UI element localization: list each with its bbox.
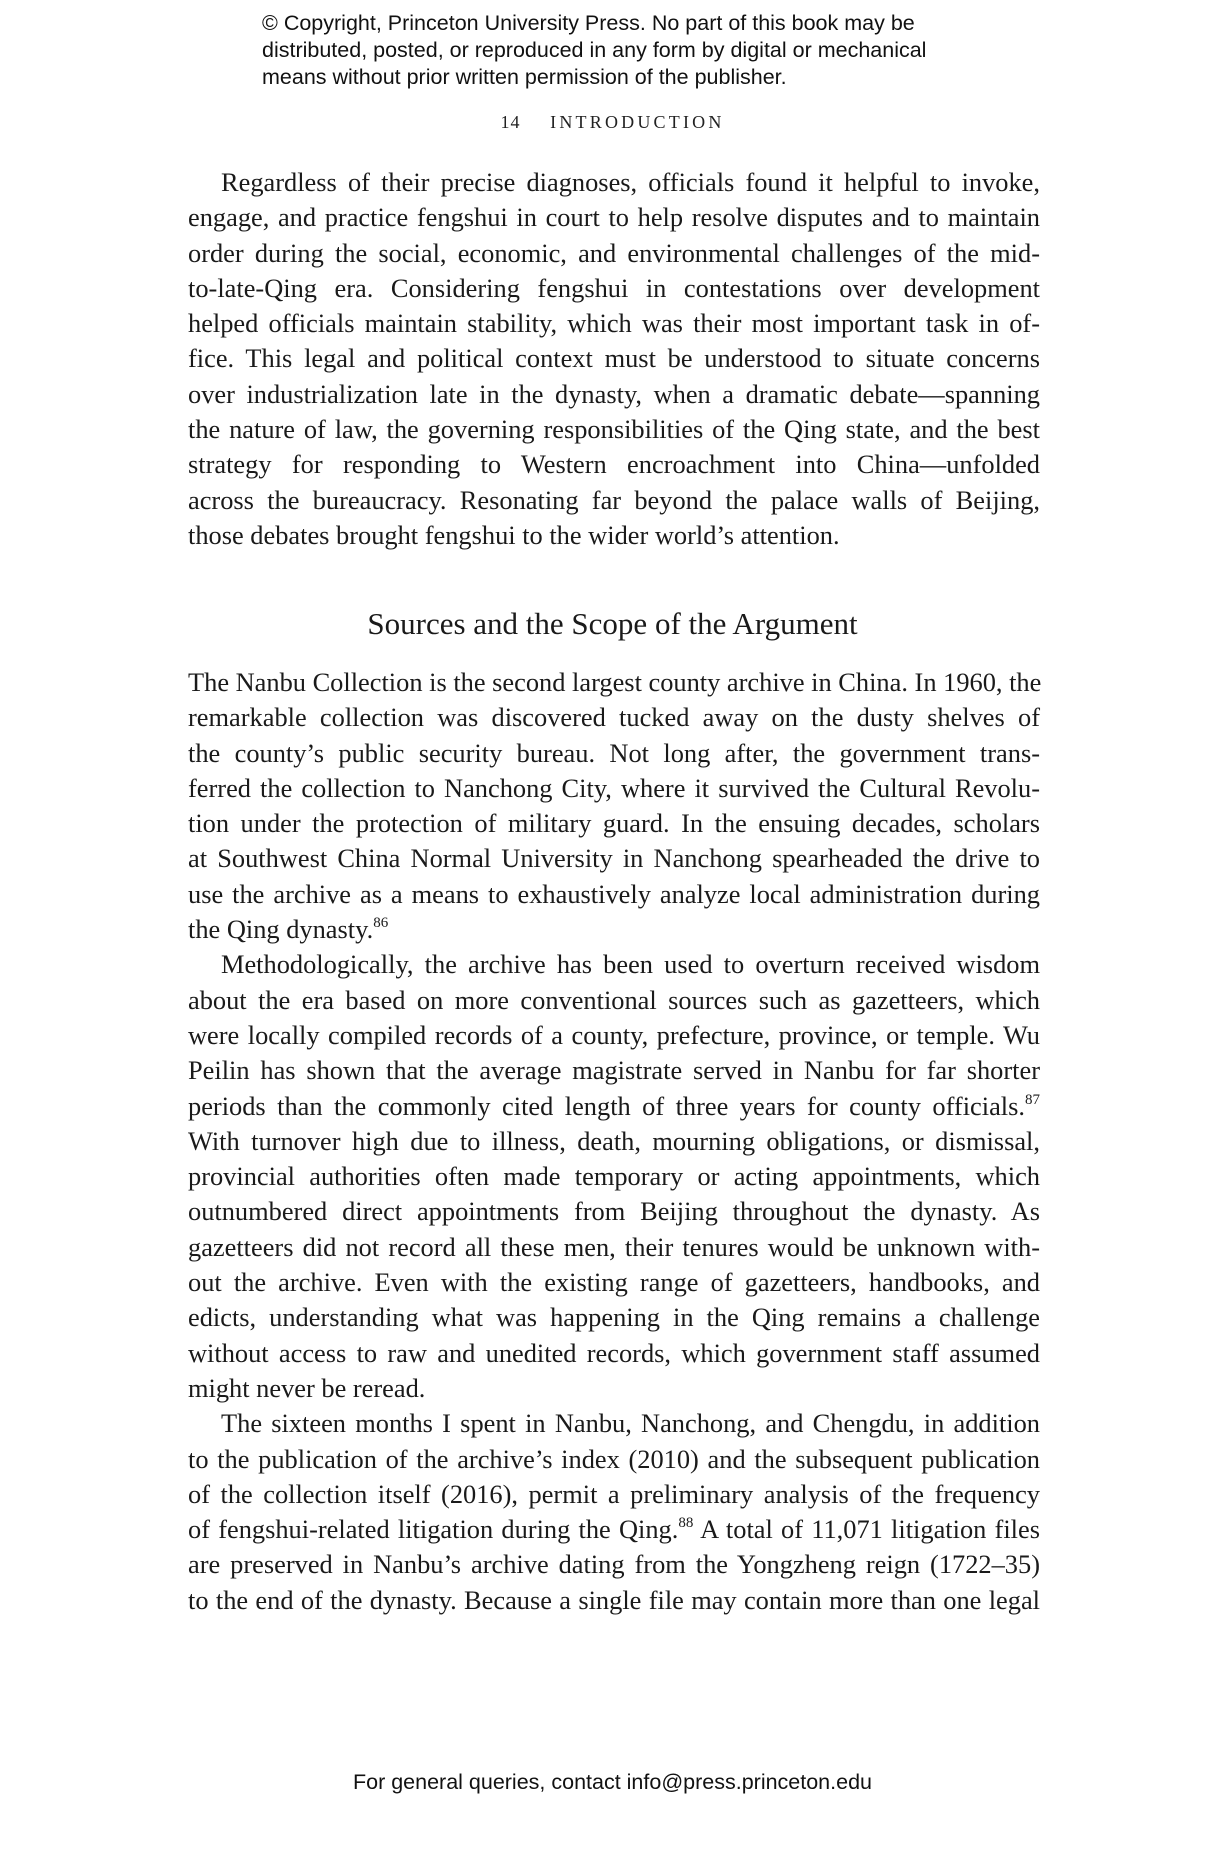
text-line: of the collection itself (2016), permit a preliminary analysis of the frequency xyxy=(188,1478,1040,1509)
text-line: outnumbered direct appointments from Beijing throughout the dynasty. As xyxy=(188,1196,1040,1227)
text-line: strategy for responding to Western encroachment into China—unfolded xyxy=(188,449,1040,480)
text-line: those debates brought fengshui to the wider world’s attention. xyxy=(188,519,840,550)
footer-contact: For general queries, contact info@press.princeton.edu xyxy=(352,1770,872,1794)
text-fragment: A total of 11,071 litigation files xyxy=(693,1514,1040,1545)
text-line: about the era based on more conventional sources such as gazetteers, which xyxy=(188,984,1040,1015)
text-line: might never be reread. xyxy=(188,1372,426,1403)
running-head-section: INTRODUCTION xyxy=(550,112,725,132)
text-line: tion under the protection of military guard. In the ensuing decades, scholars xyxy=(188,808,1040,839)
copyright-line: means without prior written permission of the publisher. xyxy=(262,65,787,89)
text-line xyxy=(188,1089,1040,1124)
copyright-line: distributed, posted, or reproduced in any form by digital or mechanical xyxy=(262,38,927,62)
copyright-line: © Copyright, Princeton University Press. No part of this book may be xyxy=(262,11,915,35)
text-line: were locally compiled records of a county, prefecture, province, or temple. Wu xyxy=(188,1019,1040,1050)
copyright-notice xyxy=(262,10,982,91)
footnote-marker: 87 xyxy=(1025,1091,1040,1108)
text-line: Peilin has shown that the average magistrate served in Nanbu for far shorter xyxy=(188,1055,1040,1086)
text-line: Regardless of their precise diagnoses, officials found it helpful to invoke, xyxy=(221,167,1040,197)
text-line: the county’s public security bureau. Not long after, the government trans- xyxy=(188,737,1040,768)
running-head xyxy=(0,112,1225,133)
text-fragment: periods than the commonly cited length of three years for county officials. xyxy=(188,1090,1025,1121)
text-line xyxy=(188,1512,1040,1547)
text-line: over industrialization late in the dynasty, when a dramatic debate—spanning xyxy=(188,378,1040,409)
text-line xyxy=(188,912,1040,947)
text-line: The Nanbu Collection is the second largest county archive in China. In 1960, the xyxy=(188,667,1042,697)
text-line: gazetteers did not record all these men, their tenures would be unknown with- xyxy=(188,1231,1040,1262)
text-line: With turnover high due to illness, death, mourning obligations, or dismissal, xyxy=(188,1125,1040,1156)
footnote-marker: 88 xyxy=(678,1515,694,1532)
text-fragment: the Qing dynasty. xyxy=(188,914,374,945)
text-line: use the archive as a means to exhaustively analyze local administration during xyxy=(188,878,1040,909)
section-heading: Sources and the Scope of the Argument xyxy=(367,606,858,641)
text-line: engage, and practice fengshui in court to help resolve disputes and to maintain xyxy=(188,202,1040,233)
text-line: to the end of the dynasty. Because a single file may contain more than one legal xyxy=(188,1584,1040,1615)
text-line: out the archive. Even with the existing range of gazetteers, handbooks, and xyxy=(188,1267,1040,1298)
body-text xyxy=(188,665,1040,1618)
text-line: ferred the collection to Nanchong City, where it survived the Cultural Revolu- xyxy=(188,772,1040,803)
text-line: the nature of law, the governing responsibilities of the Qing state, and the best xyxy=(188,414,1040,445)
page-number: 14 xyxy=(500,112,521,132)
footnote-marker: 86 xyxy=(373,915,389,932)
text-line: without access to raw and unedited records, which government staff assumed xyxy=(188,1337,1040,1368)
text-line: edicts, understanding what was happening in the Qing remains a challenge xyxy=(188,1302,1040,1333)
text-line: provincial authorities often made temporary or acting appointments, which xyxy=(188,1161,1040,1192)
text-line: fice. This legal and political context must be understood to situate concerns xyxy=(188,343,1040,374)
text-line: Methodologically, the archive has been used to overturn received wisdom xyxy=(221,949,1040,980)
text-line: order during the social, economic, and environmental challenges of the mid- xyxy=(188,237,1040,268)
text-line: are preserved in Nanbu’s archive dating from the Yongzheng reign (1722–35) xyxy=(188,1549,1040,1580)
text-line: helped officials maintain stability, which was their most important task in of- xyxy=(188,308,1040,339)
text-line: across the bureaucracy. Resonating far beyond the palace walls of Beijing, xyxy=(188,484,1040,515)
text-line: remarkable collection was discovered tucked away on the dusty shelves of xyxy=(188,702,1040,733)
text-line: The sixteen months I spent in Nanbu, Nanchong, and Chengdu, in addition xyxy=(221,1408,1040,1439)
text-fragment: of fengshui-related litigation during the Qing. xyxy=(188,1514,679,1545)
text-line: to the publication of the archive’s index (2010) and the subsequent publication xyxy=(188,1443,1040,1474)
paragraph-intro-conclusion xyxy=(188,165,1040,553)
text-line: to-late-Qing era. Considering fengshui in contestations over development xyxy=(188,272,1040,303)
text-line: at Southwest China Normal University in Nanchong spearheaded the drive to xyxy=(188,843,1040,874)
